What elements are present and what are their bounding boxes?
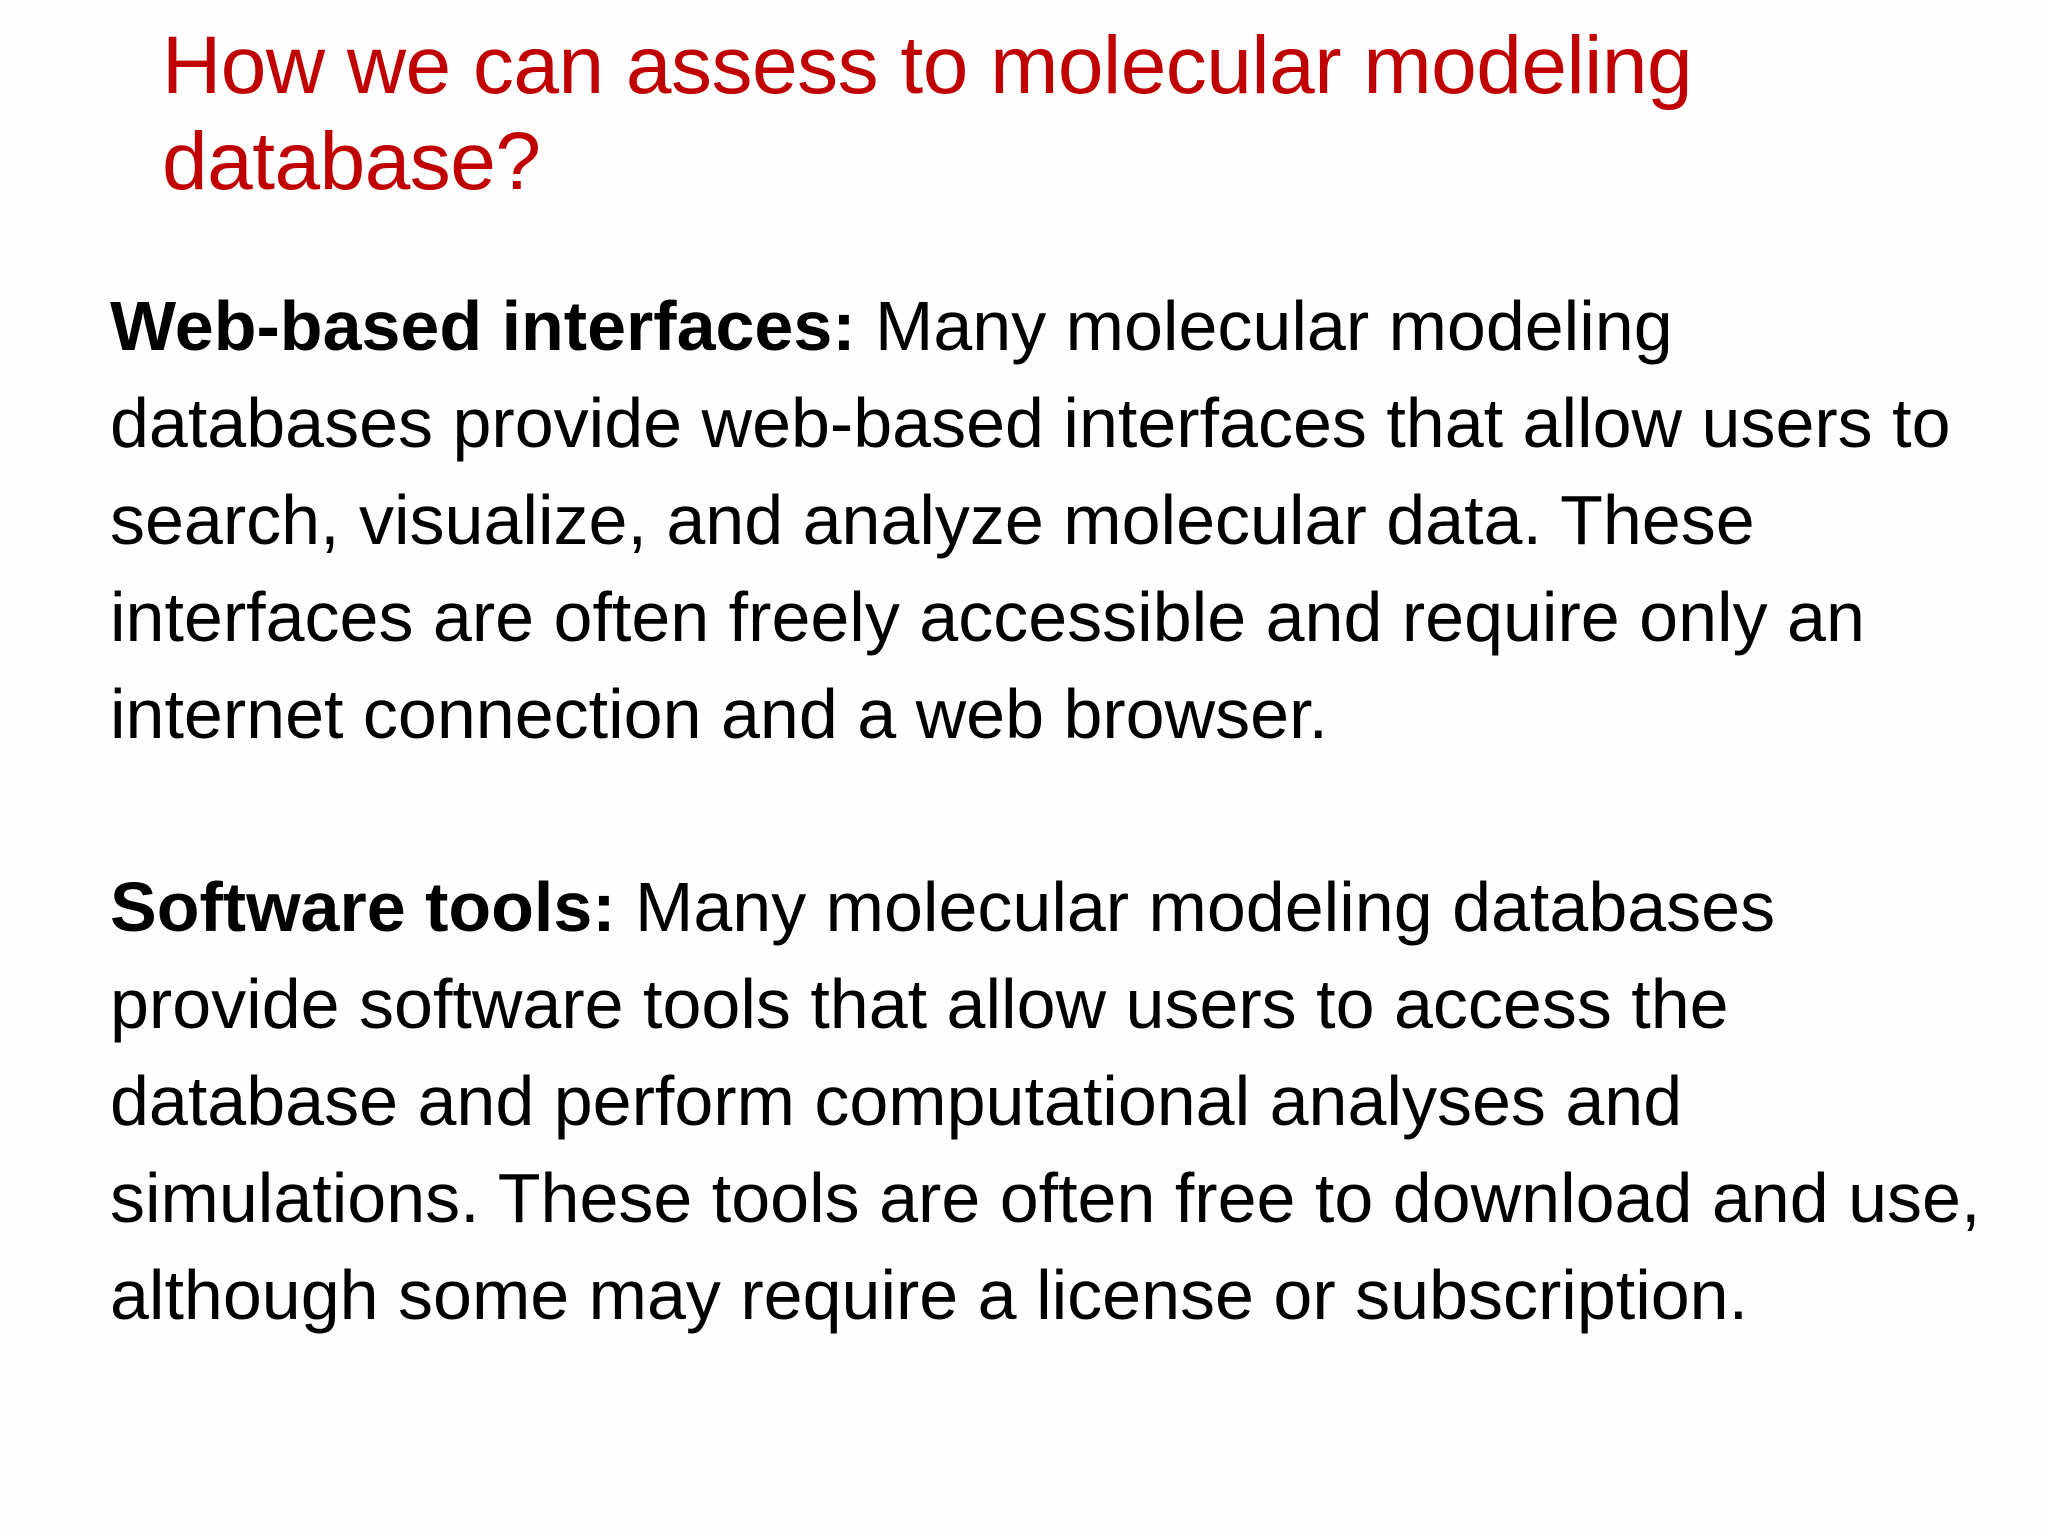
paragraph-text: Many molecular modeling databases provide software tools that allow users to access the database and perform computational analyses and simulations. These tools are often free to download and use, although some may require a license or subscription. (110, 868, 1981, 1334)
slide-body (110, 278, 1990, 1344)
paragraph-lead: Software tools: (110, 868, 616, 946)
paragraph-web-based-interfaces (110, 278, 1990, 763)
paragraph-lead: Web-based interfaces: (110, 287, 856, 365)
slide-title: How we can assess to molecular modeling database? (162, 20, 1693, 207)
paragraph-software-tools (110, 859, 1990, 1344)
paragraph-text: Many molecular modeling databases provide web-based interfaces that allow users to search, visualize, and analyze molecular data. These interfaces are often freely accessible and require only an internet connection and a web browser. (110, 287, 1951, 753)
